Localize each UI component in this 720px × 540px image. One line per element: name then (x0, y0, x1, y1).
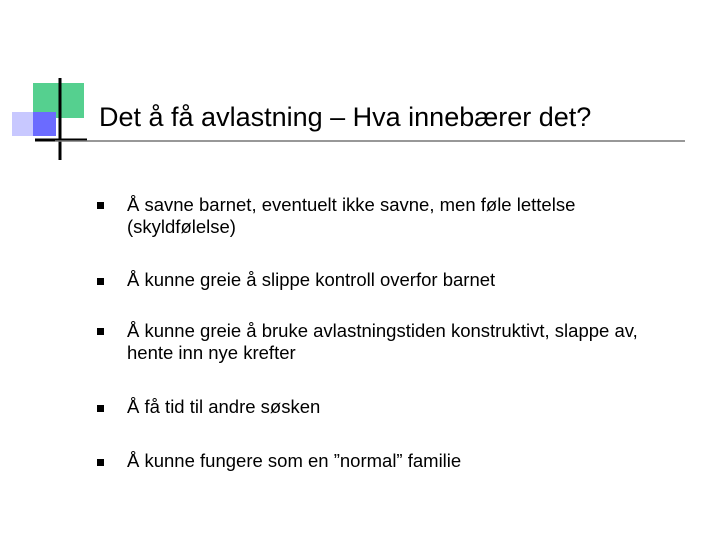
bullet-marker (97, 459, 104, 466)
bullet-text: Å kunne greie å bruke avlastningstiden konstruktivt, slappe av, hente inn nye krefter (127, 320, 638, 363)
bullet-marker (97, 405, 104, 412)
bullet-marker (97, 328, 104, 335)
decor-blue-square (33, 112, 56, 136)
bullet-text: Å savne barnet, eventuelt ikke savne, men føle lettelse (skyldfølelse) (127, 194, 576, 237)
bullet-text: Å kunne fungere som en ”normal” familie (127, 450, 462, 471)
slide-title: Det å få avlastning – Hva innebærer det? (99, 102, 592, 132)
bullet-text: Å få tid til andre søsken (127, 396, 321, 417)
bullet-text: Å kunne greie å slippe kontroll overfor barnet (127, 269, 496, 290)
bullet-marker (97, 202, 104, 209)
bullet-marker (97, 278, 104, 285)
